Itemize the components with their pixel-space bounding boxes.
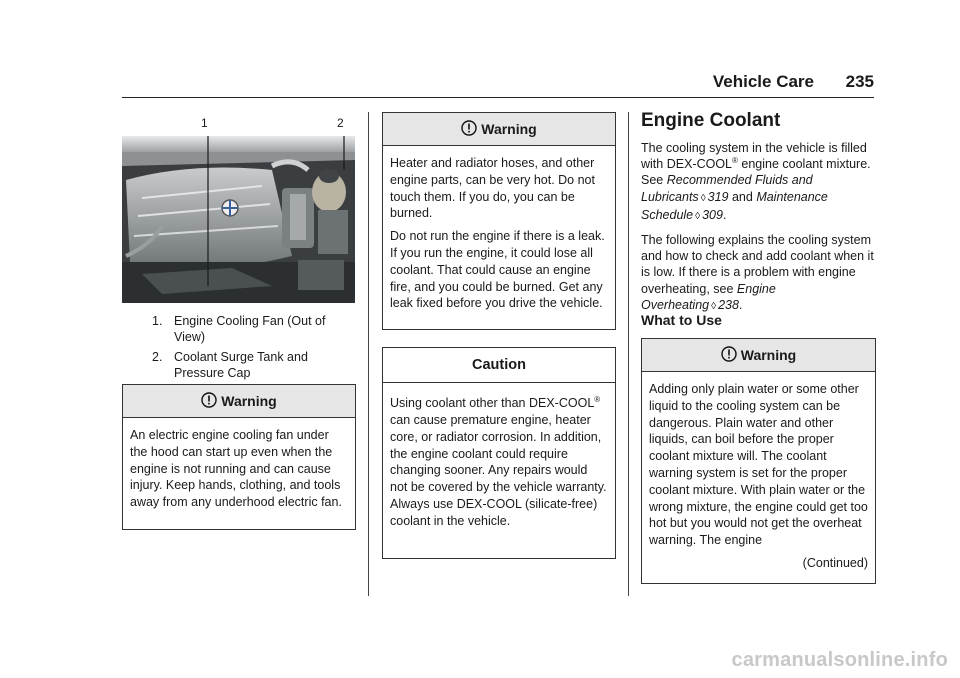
warning-title: Warning (481, 121, 537, 137)
caution-text (390, 392, 608, 530)
warning-header (123, 385, 355, 418)
engine-compartment-photo (122, 136, 355, 303)
text-run: The following explains the cooling system and how to check and add coolant when it is low. If there is a problem with engine overheating, see (641, 233, 874, 296)
heading-what-to-use: What to Use (641, 312, 722, 328)
registered-mark: ® (594, 395, 601, 404)
xref-maintenance-schedule[interactable]: Maintenance Schedule (641, 189, 828, 222)
warning-icon (721, 346, 737, 362)
warning-box-fan (122, 384, 356, 530)
legend-text: Coolant Surge Tank and Pressure Cap (174, 350, 308, 380)
caution-header (383, 348, 615, 383)
warning-box-hoses (382, 112, 616, 330)
warning-header (642, 339, 875, 372)
page-number: 235 (845, 72, 874, 91)
coolant-paragraph-2 (641, 232, 877, 315)
registered-mark: ® (732, 156, 738, 166)
legend-item (152, 313, 352, 345)
text-run: . (738, 297, 743, 312)
xref-page[interactable]: 309 (702, 207, 723, 222)
caution-box (382, 347, 616, 559)
warning-box-plain-water (641, 338, 876, 584)
text-run: The cooling system in the vehicle is filled with DEX-COOL (641, 141, 867, 172)
column-divider-right (628, 112, 629, 596)
xref-page[interactable]: 319 (707, 189, 729, 204)
warning-paragraph: Heater and radiator hoses, and other engine parts, can be very hot. Do not touch them. If you do, you can be burned. (390, 156, 595, 221)
callout-1: 1 (201, 116, 208, 130)
text-run: . (722, 207, 727, 222)
page-ref-icon: ◊ (695, 210, 701, 222)
caution-text-part: can cause premature engine, heater core, or radiator corrosion. In addition, the engine coolant could require changing sooner. Any repairs would not be covered by the vehicle warranty. Always use DEX-COOL (silicate-free) coolant in the vehicle. (390, 412, 607, 528)
warning-paragraph: Do not run the engine if there is a leak. If you run the engine, it could lose all coolant. That could cause an engine fire, and you could be burned. Get any leak fixed before you drive the vehicle. (390, 229, 605, 311)
continued-label: (Continued) (802, 555, 868, 570)
page-ref-icon: ◊ (700, 192, 706, 204)
page-ref-icon: ◊ (711, 300, 717, 312)
header-rule (122, 97, 874, 98)
warning-header (383, 113, 615, 146)
text-run: and (728, 189, 757, 204)
legend-number: 1. (152, 314, 163, 328)
xref-fluids-lubricants[interactable]: Recommended Fluids and Lubricants (641, 173, 813, 204)
text-run: engine coolant mixture. See (641, 157, 871, 188)
watermark-text: carmanualsonline.info (731, 649, 948, 671)
warning-title: Warning (740, 347, 797, 363)
xref-engine-overheating[interactable]: Engine Overheating (641, 281, 776, 312)
heading-engine-coolant: Engine Coolant (641, 110, 781, 131)
xref-page[interactable]: 238 (718, 297, 739, 312)
warning-icon (461, 120, 477, 136)
caution-text-part: Using coolant other than DEX-COOL (390, 396, 595, 411)
warning-icon (201, 392, 217, 408)
legend-number: 2. (152, 350, 163, 364)
section-title: Vehicle Care (712, 72, 814, 91)
figure-legend (152, 313, 352, 385)
legend-item (152, 349, 352, 381)
warning-text: An electric engine cooling fan under the hood can start up even when the engine is not running and can cause injury. Keep hands, clothing, and tools away from any underhood electric fan. (130, 428, 342, 510)
callout-2: 2 (337, 116, 344, 130)
warning-text: Adding only plain water or some other liquid to the cooling system can be dangerous. Plain water and other liquids, can boil before the proper coolant mixture will. The coolant warning system is set for the proper coolant mixture. With plain water or the wrong mixture, the engine could get too hot but you would not get the overheat warning. The engine (649, 382, 868, 548)
warning-title: Warning (221, 393, 277, 409)
caution-title: Caution (472, 357, 526, 373)
legend-text: Engine Cooling Fan (Out of View) (174, 314, 326, 344)
column-divider-left (368, 112, 369, 596)
engine-coolant-body (641, 140, 877, 322)
coolant-paragraph-1 (641, 140, 877, 225)
